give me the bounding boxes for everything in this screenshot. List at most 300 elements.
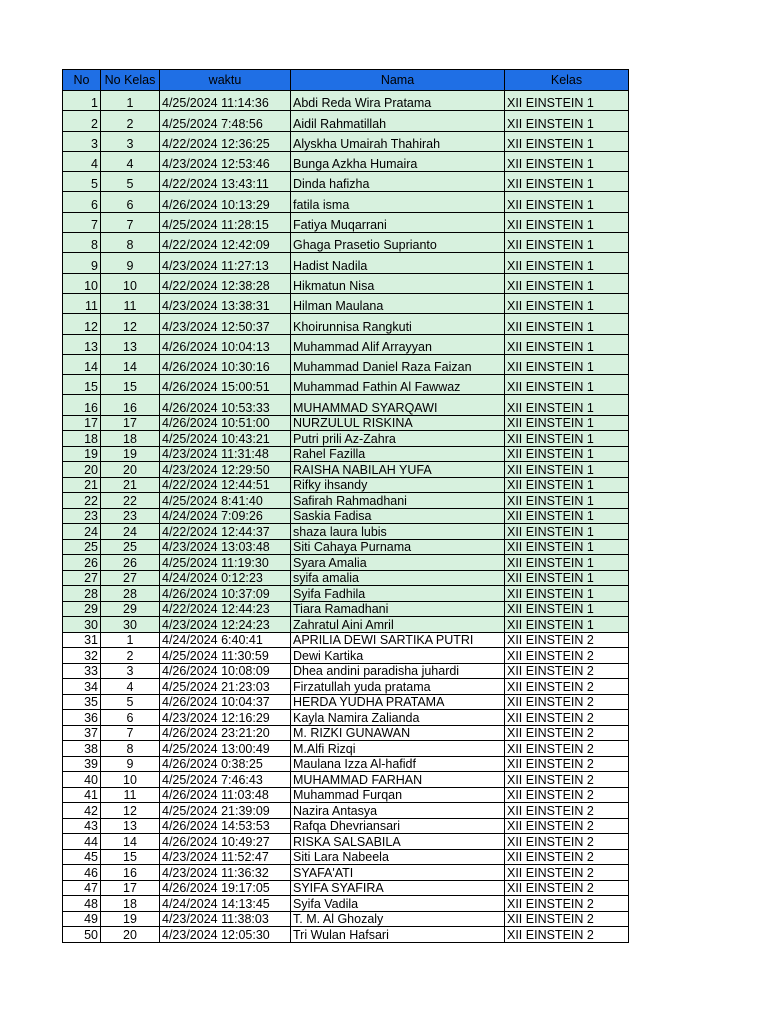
cell-waktu: 4/25/2024 11:30:59 — [160, 648, 291, 664]
cell-kelas: XII EINSTEIN 1 — [505, 253, 629, 273]
cell-no-kelas: 17 — [101, 415, 160, 431]
cell-waktu: 4/25/2024 13:00:49 — [160, 741, 291, 757]
cell-no-kelas: 15 — [101, 849, 160, 865]
cell-kelas: XII EINSTEIN 2 — [505, 772, 629, 788]
cell-no-kelas: 10 — [101, 772, 160, 788]
cell-no: 16 — [63, 395, 101, 415]
cell-nama: RISKA SALSABILA — [291, 834, 505, 850]
cell-waktu: 4/26/2024 11:03:48 — [160, 787, 291, 803]
cell-kelas: XII EINSTEIN 2 — [505, 663, 629, 679]
cell-kelas: XII EINSTEIN 1 — [505, 151, 629, 171]
cell-nama: Muhammad Daniel Raza Faizan — [291, 354, 505, 374]
table-row — [63, 772, 629, 788]
cell-nama: Hadist Nadila — [291, 253, 505, 273]
cell-no-kelas: 21 — [101, 477, 160, 493]
cell-no: 44 — [63, 834, 101, 850]
cell-no-kelas: 14 — [101, 834, 160, 850]
cell-kelas: XII EINSTEIN 1 — [505, 601, 629, 617]
cell-no: 41 — [63, 787, 101, 803]
cell-kelas: XII EINSTEIN 1 — [505, 334, 629, 354]
cell-waktu: 4/26/2024 19:17:05 — [160, 880, 291, 896]
cell-no: 26 — [63, 555, 101, 571]
cell-no: 21 — [63, 477, 101, 493]
cell-no: 49 — [63, 911, 101, 927]
table-row — [63, 212, 629, 232]
cell-waktu: 4/22/2024 12:44:37 — [160, 524, 291, 540]
cell-waktu: 4/25/2024 11:28:15 — [160, 212, 291, 232]
table-row — [63, 849, 629, 865]
table-row — [63, 395, 629, 415]
cell-no: 10 — [63, 273, 101, 293]
cell-no: 34 — [63, 679, 101, 695]
cell-no-kelas: 3 — [101, 131, 160, 151]
cell-no: 42 — [63, 803, 101, 819]
cell-no-kelas: 20 — [101, 927, 160, 943]
cell-kelas: XII EINSTEIN 2 — [505, 756, 629, 772]
cell-waktu: 4/23/2024 13:03:48 — [160, 539, 291, 555]
cell-nama: Zahratul Aini Amril — [291, 617, 505, 633]
cell-nama: Dewi Kartika — [291, 648, 505, 664]
cell-kelas: XII EINSTEIN 1 — [505, 212, 629, 232]
table-row — [63, 192, 629, 212]
cell-waktu: 4/26/2024 10:53:33 — [160, 395, 291, 415]
cell-waktu: 4/25/2024 11:14:36 — [160, 91, 291, 111]
table-row — [63, 865, 629, 881]
cell-kelas: XII EINSTEIN 2 — [505, 679, 629, 695]
cell-no-kelas: 24 — [101, 524, 160, 540]
cell-nama: Saskia Fadisa — [291, 508, 505, 524]
cell-waktu: 4/24/2024 0:12:23 — [160, 570, 291, 586]
cell-nama: Abdi Reda Wira Pratama — [291, 91, 505, 111]
cell-no-kelas: 7 — [101, 725, 160, 741]
table-row — [63, 293, 629, 313]
table-row — [63, 586, 629, 602]
cell-nama: Kayla Namira Zalianda — [291, 710, 505, 726]
table-row — [63, 314, 629, 334]
cell-kelas: XII EINSTEIN 1 — [505, 354, 629, 374]
cell-waktu: 4/24/2024 7:09:26 — [160, 508, 291, 524]
cell-nama: Tri Wulan Hafsari — [291, 927, 505, 943]
table-row — [63, 834, 629, 850]
header-waktu: waktu — [160, 70, 291, 91]
table-row — [63, 446, 629, 462]
cell-waktu: 4/26/2024 10:04:13 — [160, 334, 291, 354]
cell-no-kelas: 4 — [101, 679, 160, 695]
cell-kelas: XII EINSTEIN 1 — [505, 273, 629, 293]
cell-no-kelas: 12 — [101, 314, 160, 334]
table-row — [63, 431, 629, 447]
cell-no: 23 — [63, 508, 101, 524]
attendance-table — [62, 69, 629, 943]
table-row — [63, 172, 629, 192]
cell-no: 2 — [63, 111, 101, 131]
cell-kelas: XII EINSTEIN 1 — [505, 617, 629, 633]
header-nama: Nama — [291, 70, 505, 91]
cell-kelas: XII EINSTEIN 1 — [505, 493, 629, 509]
cell-no: 27 — [63, 570, 101, 586]
cell-kelas: XII EINSTEIN 2 — [505, 849, 629, 865]
table-row — [63, 648, 629, 664]
table-row — [63, 710, 629, 726]
cell-kelas: XII EINSTEIN 1 — [505, 111, 629, 131]
cell-nama: Dinda hafizha — [291, 172, 505, 192]
cell-no-kelas: 3 — [101, 663, 160, 679]
cell-no: 36 — [63, 710, 101, 726]
cell-nama: Dhea andini paradisha juhardi — [291, 663, 505, 679]
cell-no: 40 — [63, 772, 101, 788]
cell-no-kelas: 14 — [101, 354, 160, 374]
cell-kelas: XII EINSTEIN 2 — [505, 911, 629, 927]
table-row — [63, 725, 629, 741]
cell-nama: Syifa Vadila — [291, 896, 505, 912]
table-row — [63, 493, 629, 509]
cell-waktu: 4/25/2024 11:19:30 — [160, 555, 291, 571]
table-row — [63, 415, 629, 431]
table-row — [63, 570, 629, 586]
cell-no: 13 — [63, 334, 101, 354]
cell-no-kelas: 19 — [101, 911, 160, 927]
cell-nama: Hilman Maulana — [291, 293, 505, 313]
cell-kelas: XII EINSTEIN 1 — [505, 415, 629, 431]
table-row — [63, 253, 629, 273]
cell-no: 1 — [63, 91, 101, 111]
cell-waktu: 4/26/2024 14:53:53 — [160, 818, 291, 834]
cell-waktu: 4/23/2024 12:05:30 — [160, 927, 291, 943]
cell-waktu: 4/23/2024 12:24:23 — [160, 617, 291, 633]
header-kelas: Kelas — [505, 70, 629, 91]
cell-kelas: XII EINSTEIN 1 — [505, 172, 629, 192]
cell-nama: Fatiya Muqarrani — [291, 212, 505, 232]
cell-nama: Tiara Ramadhani — [291, 601, 505, 617]
cell-no: 5 — [63, 172, 101, 192]
cell-nama: Rahel Fazilla — [291, 446, 505, 462]
cell-no: 29 — [63, 601, 101, 617]
cell-waktu: 4/25/2024 21:39:09 — [160, 803, 291, 819]
cell-waktu: 4/23/2024 13:38:31 — [160, 293, 291, 313]
cell-nama: Syara Amalia — [291, 555, 505, 571]
cell-no-kelas: 16 — [101, 865, 160, 881]
cell-nama: fatila isma — [291, 192, 505, 212]
cell-kelas: XII EINSTEIN 2 — [505, 725, 629, 741]
cell-no: 25 — [63, 539, 101, 555]
cell-kelas: XII EINSTEIN 2 — [505, 927, 629, 943]
cell-no: 37 — [63, 725, 101, 741]
cell-no-kelas: 30 — [101, 617, 160, 633]
table-row — [63, 617, 629, 633]
cell-waktu: 4/23/2024 11:27:13 — [160, 253, 291, 273]
cell-waktu: 4/23/2024 11:36:32 — [160, 865, 291, 881]
cell-nama: Nazira Antasya — [291, 803, 505, 819]
cell-kelas: XII EINSTEIN 1 — [505, 570, 629, 586]
cell-kelas: XII EINSTEIN 1 — [505, 293, 629, 313]
cell-no-kelas: 5 — [101, 694, 160, 710]
cell-kelas: XII EINSTEIN 1 — [505, 314, 629, 334]
table-row — [63, 354, 629, 374]
cell-waktu: 4/22/2024 12:38:28 — [160, 273, 291, 293]
cell-no-kelas: 29 — [101, 601, 160, 617]
cell-no: 30 — [63, 617, 101, 633]
cell-no-kelas: 11 — [101, 293, 160, 313]
cell-kelas: XII EINSTEIN 2 — [505, 787, 629, 803]
cell-no-kelas: 5 — [101, 172, 160, 192]
table-row — [63, 151, 629, 171]
cell-no: 14 — [63, 354, 101, 374]
cell-no: 20 — [63, 462, 101, 478]
cell-nama: RAISHA NABILAH YUFA — [291, 462, 505, 478]
cell-no-kelas: 13 — [101, 334, 160, 354]
cell-no-kelas: 9 — [101, 253, 160, 273]
cell-waktu: 4/22/2024 13:43:11 — [160, 172, 291, 192]
cell-kelas: XII EINSTEIN 2 — [505, 710, 629, 726]
cell-waktu: 4/22/2024 12:36:25 — [160, 131, 291, 151]
cell-waktu: 4/23/2024 12:53:46 — [160, 151, 291, 171]
cell-nama: Aidil Rahmatillah — [291, 111, 505, 131]
cell-kelas: XII EINSTEIN 1 — [505, 555, 629, 571]
cell-nama: Firzatullah yuda pratama — [291, 679, 505, 695]
cell-waktu: 4/26/2024 15:00:51 — [160, 375, 291, 395]
cell-no: 11 — [63, 293, 101, 313]
cell-kelas: XII EINSTEIN 1 — [505, 508, 629, 524]
cell-no-kelas: 20 — [101, 462, 160, 478]
cell-no-kelas: 11 — [101, 787, 160, 803]
cell-nama: NURZULUL RISKINA — [291, 415, 505, 431]
cell-no: 50 — [63, 927, 101, 943]
header-row — [63, 70, 629, 91]
table-row — [63, 787, 629, 803]
table-row — [63, 334, 629, 354]
cell-kelas: XII EINSTEIN 2 — [505, 896, 629, 912]
cell-nama: syifa amalia — [291, 570, 505, 586]
cell-nama: APRILIA DEWI SARTIKA PUTRI — [291, 632, 505, 648]
cell-waktu: 4/26/2024 10:13:29 — [160, 192, 291, 212]
cell-waktu: 4/26/2024 10:37:09 — [160, 586, 291, 602]
cell-no-kelas: 13 — [101, 818, 160, 834]
cell-no: 48 — [63, 896, 101, 912]
cell-no-kelas: 12 — [101, 803, 160, 819]
cell-no: 47 — [63, 880, 101, 896]
cell-no-kelas: 1 — [101, 91, 160, 111]
cell-nama: Alyskha Umairah Thahirah — [291, 131, 505, 151]
table-row — [63, 601, 629, 617]
cell-no-kelas: 27 — [101, 570, 160, 586]
cell-kelas: XII EINSTEIN 1 — [505, 586, 629, 602]
cell-nama: Hikmatun Nisa — [291, 273, 505, 293]
cell-nama: SYAFA'ATI — [291, 865, 505, 881]
cell-waktu: 4/26/2024 10:04:37 — [160, 694, 291, 710]
cell-no-kelas: 28 — [101, 586, 160, 602]
cell-no: 39 — [63, 756, 101, 772]
table-row — [63, 375, 629, 395]
cell-nama: Bunga Azkha Humaira — [291, 151, 505, 171]
cell-waktu: 4/23/2024 11:52:47 — [160, 849, 291, 865]
cell-waktu: 4/26/2024 0:38:25 — [160, 756, 291, 772]
table-row — [63, 632, 629, 648]
cell-no: 38 — [63, 741, 101, 757]
cell-no-kelas: 2 — [101, 111, 160, 131]
table-row — [63, 694, 629, 710]
cell-kelas: XII EINSTEIN 2 — [505, 694, 629, 710]
cell-no: 6 — [63, 192, 101, 212]
cell-waktu: 4/26/2024 10:49:27 — [160, 834, 291, 850]
cell-nama: Ghaga Prasetio Suprianto — [291, 233, 505, 253]
cell-waktu: 4/25/2024 7:46:43 — [160, 772, 291, 788]
table-row — [63, 555, 629, 571]
table-row — [63, 927, 629, 943]
cell-no: 9 — [63, 253, 101, 273]
cell-no: 12 — [63, 314, 101, 334]
cell-waktu: 4/24/2024 14:13:45 — [160, 896, 291, 912]
cell-no-kelas: 22 — [101, 493, 160, 509]
cell-nama: Syifa Fadhila — [291, 586, 505, 602]
table-row — [63, 911, 629, 927]
cell-nama: HERDA YUDHA PRATAMA — [291, 694, 505, 710]
cell-nama: T. M. Al Ghozaly — [291, 911, 505, 927]
cell-no-kelas: 9 — [101, 756, 160, 772]
table-row — [63, 233, 629, 253]
cell-no: 35 — [63, 694, 101, 710]
cell-nama: Siti Cahaya Purnama — [291, 539, 505, 555]
cell-kelas: XII EINSTEIN 2 — [505, 632, 629, 648]
cell-nama: Khoirunnisa Rangkuti — [291, 314, 505, 334]
cell-no-kelas: 18 — [101, 431, 160, 447]
cell-no: 4 — [63, 151, 101, 171]
cell-no: 8 — [63, 233, 101, 253]
table-row — [63, 462, 629, 478]
cell-no: 17 — [63, 415, 101, 431]
cell-kelas: XII EINSTEIN 1 — [505, 233, 629, 253]
cell-waktu: 4/23/2024 12:16:29 — [160, 710, 291, 726]
header-no-kelas: No Kelas — [101, 70, 160, 91]
cell-waktu: 4/26/2024 23:21:20 — [160, 725, 291, 741]
cell-no-kelas: 15 — [101, 375, 160, 395]
cell-waktu: 4/22/2024 12:42:09 — [160, 233, 291, 253]
cell-no: 15 — [63, 375, 101, 395]
cell-nama: Muhammad Furqan — [291, 787, 505, 803]
cell-waktu: 4/22/2024 12:44:23 — [160, 601, 291, 617]
cell-waktu: 4/23/2024 11:38:03 — [160, 911, 291, 927]
cell-kelas: XII EINSTEIN 2 — [505, 803, 629, 819]
cell-no-kelas: 25 — [101, 539, 160, 555]
cell-nama: Rafqa Dhevriansari — [291, 818, 505, 834]
cell-no: 7 — [63, 212, 101, 232]
cell-kelas: XII EINSTEIN 2 — [505, 648, 629, 664]
cell-no: 32 — [63, 648, 101, 664]
cell-waktu: 4/25/2024 21:23:03 — [160, 679, 291, 695]
cell-no: 45 — [63, 849, 101, 865]
cell-no: 18 — [63, 431, 101, 447]
cell-nama: Putri prili Az-Zahra — [291, 431, 505, 447]
cell-waktu: 4/26/2024 10:30:16 — [160, 354, 291, 374]
cell-kelas: XII EINSTEIN 1 — [505, 131, 629, 151]
cell-kelas: XII EINSTEIN 1 — [505, 462, 629, 478]
cell-kelas: XII EINSTEIN 1 — [505, 477, 629, 493]
table-row — [63, 273, 629, 293]
cell-kelas: XII EINSTEIN 2 — [505, 865, 629, 881]
cell-waktu: 4/26/2024 10:51:00 — [160, 415, 291, 431]
table-row — [63, 741, 629, 757]
table-row — [63, 477, 629, 493]
cell-waktu: 4/22/2024 12:44:51 — [160, 477, 291, 493]
cell-kelas: XII EINSTEIN 2 — [505, 880, 629, 896]
cell-nama: MUHAMMAD SYARQAWI — [291, 395, 505, 415]
cell-nama: Maulana Izza Al-hafidf — [291, 756, 505, 772]
cell-no-kelas: 23 — [101, 508, 160, 524]
cell-no-kelas: 6 — [101, 192, 160, 212]
cell-nama: MUHAMMAD FARHAN — [291, 772, 505, 788]
table-row — [63, 91, 629, 111]
cell-kelas: XII EINSTEIN 2 — [505, 741, 629, 757]
table-row — [63, 756, 629, 772]
table-row — [63, 524, 629, 540]
cell-kelas: XII EINSTEIN 2 — [505, 834, 629, 850]
cell-no: 24 — [63, 524, 101, 540]
cell-nama: Muhammad Alif Arrayyan — [291, 334, 505, 354]
cell-no: 22 — [63, 493, 101, 509]
cell-no: 46 — [63, 865, 101, 881]
cell-waktu: 4/25/2024 8:41:40 — [160, 493, 291, 509]
cell-no: 3 — [63, 131, 101, 151]
cell-no-kelas: 2 — [101, 648, 160, 664]
cell-no-kelas: 8 — [101, 741, 160, 757]
cell-no-kelas: 8 — [101, 233, 160, 253]
cell-nama: Rifky ihsandy — [291, 477, 505, 493]
cell-kelas: XII EINSTEIN 1 — [505, 395, 629, 415]
cell-no: 31 — [63, 632, 101, 648]
table-row — [63, 803, 629, 819]
cell-nama: M.Alfi Rizqi — [291, 741, 505, 757]
cell-waktu: 4/23/2024 11:31:48 — [160, 446, 291, 462]
cell-kelas: XII EINSTEIN 1 — [505, 446, 629, 462]
cell-kelas: XII EINSTEIN 1 — [505, 539, 629, 555]
table-row — [63, 539, 629, 555]
cell-no-kelas: 18 — [101, 896, 160, 912]
cell-waktu: 4/24/2024 6:40:41 — [160, 632, 291, 648]
cell-kelas: XII EINSTEIN 1 — [505, 431, 629, 447]
cell-kelas: XII EINSTEIN 1 — [505, 375, 629, 395]
cell-no-kelas: 7 — [101, 212, 160, 232]
header-no: No — [63, 70, 101, 91]
cell-no-kelas: 4 — [101, 151, 160, 171]
cell-no-kelas: 17 — [101, 880, 160, 896]
cell-waktu: 4/25/2024 7:48:56 — [160, 111, 291, 131]
cell-nama: M. RIZKI GUNAWAN — [291, 725, 505, 741]
cell-nama: Muhammad Fathin Al Fawwaz — [291, 375, 505, 395]
table-row — [63, 880, 629, 896]
cell-no-kelas: 16 — [101, 395, 160, 415]
cell-no: 28 — [63, 586, 101, 602]
cell-no: 33 — [63, 663, 101, 679]
cell-waktu: 4/26/2024 10:08:09 — [160, 663, 291, 679]
table-row — [63, 663, 629, 679]
cell-no-kelas: 19 — [101, 446, 160, 462]
cell-kelas: XII EINSTEIN 2 — [505, 818, 629, 834]
table-row — [63, 896, 629, 912]
cell-waktu: 4/25/2024 10:43:21 — [160, 431, 291, 447]
cell-no-kelas: 6 — [101, 710, 160, 726]
table-row — [63, 679, 629, 695]
cell-nama: shaza laura lubis — [291, 524, 505, 540]
cell-no-kelas: 26 — [101, 555, 160, 571]
cell-no-kelas: 10 — [101, 273, 160, 293]
cell-nama: Safirah Rahmadhani — [291, 493, 505, 509]
table-row — [63, 111, 629, 131]
cell-kelas: XII EINSTEIN 1 — [505, 192, 629, 212]
table-row — [63, 818, 629, 834]
cell-waktu: 4/23/2024 12:29:50 — [160, 462, 291, 478]
cell-no: 19 — [63, 446, 101, 462]
cell-kelas: XII EINSTEIN 1 — [505, 91, 629, 111]
cell-waktu: 4/23/2024 12:50:37 — [160, 314, 291, 334]
